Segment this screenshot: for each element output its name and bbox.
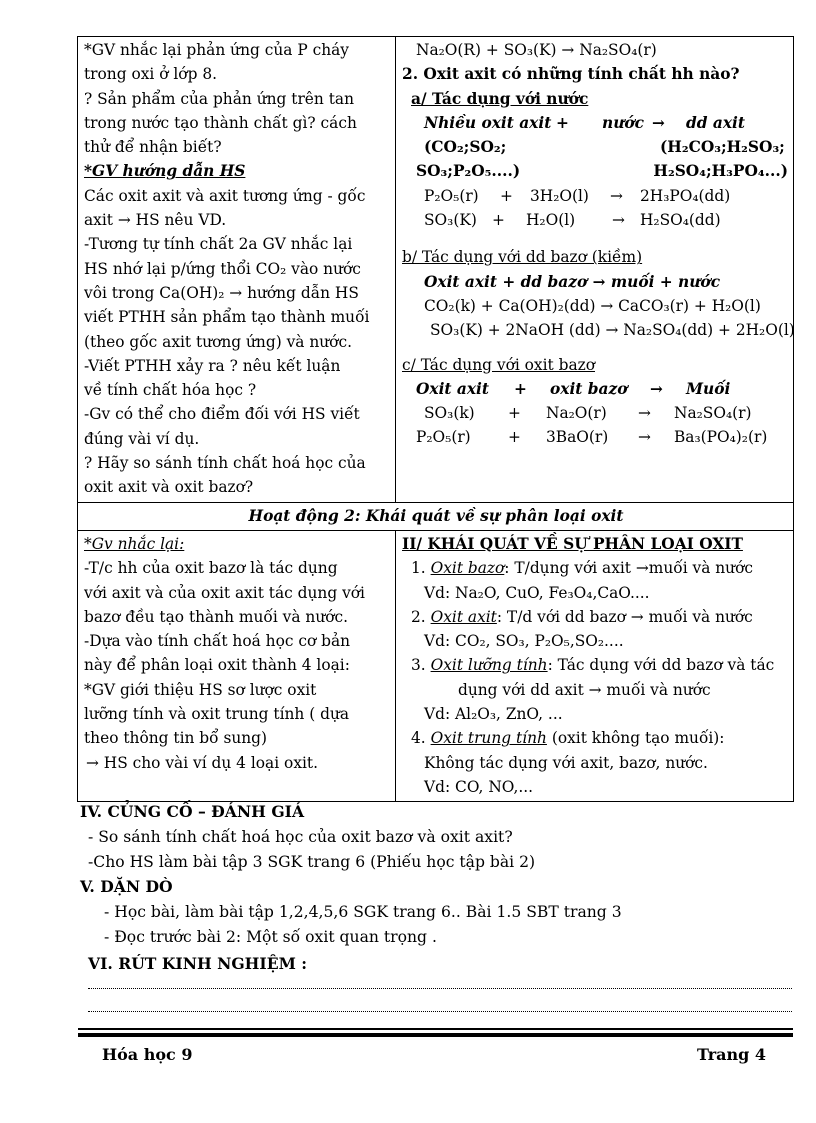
text-line: (theo gốc axit tương ứng) và nước. [84,332,352,351]
text-line: viết PTHH sản phẩm tạo thành muối [84,308,370,327]
example-term: (CO₂;SO₂; [424,138,507,157]
footer-rule [78,1028,793,1030]
equation-term: → [638,428,651,447]
section-iv-line: - So sánh tính chất hoá học của oxit bazơ và oxit axit? [88,828,513,846]
text-line: *GV hướng dẫn HS [84,162,246,181]
equation-term: + [492,211,505,230]
oxide-desc: : T/d với dd bazơ → muối và nước [496,607,753,626]
subheading-b [402,245,788,269]
oxide-name: Oxit trung tính [430,729,547,748]
text-line: vôi trong Ca(OH)₂ → hướng dẫn HS [84,283,359,302]
rule-term: nước [602,113,645,132]
text-line: oxit axit và oxit bazơ? [84,478,254,497]
section-v-title: V. DẶN DÒ [80,877,173,896]
oxide-name: Oxit lưỡng tính [430,656,548,675]
content-cell-2 [396,530,794,801]
text-line: trong oxi ở lớp 8. [84,65,217,84]
rule-term: + [514,379,527,398]
oxide-type-1 [402,556,788,580]
subheading-a-text: a/ Tác dụng với nước [411,89,589,108]
equation-term: 2H₃PO₄(dd) [640,186,731,205]
equation-term: Na₂O(r) [546,404,607,423]
equation-term: SO₃(k) [424,404,475,423]
oxide-desc-cont: Không tác dụng với axit, bazơ, nước. [424,753,708,772]
equation-term: + [508,404,521,423]
spacer [402,232,788,245]
oxide-type-4 [402,726,788,750]
section-v-line: - Học bài, làm bài tập 1,2,4,5,6 SGK trang 6.. Bài 1.5 SBT trang 3 [104,903,622,921]
equation-term: P₂O₅(r) [416,428,471,447]
example-term: SO₃;P₂O₅....) [416,162,521,181]
equation-term: → [638,404,651,423]
oxide-desc: (oxit không tạo muối): [546,729,725,748]
table-row [78,502,794,530]
text-line: với axit và của oxit axit tác dụng với [84,583,365,602]
text-line: axit → HS nêu VD. [84,211,227,230]
examples-line [402,159,788,183]
oxide-desc: : T/dụng với axit →muối và nước [504,559,753,578]
equation-term: + [508,428,521,447]
text-line: -Viết PTHH xảy ra ? nêu kết luận [84,356,341,375]
equation-term: P₂O₅(r) [424,186,479,205]
text-line: về tính chất hóa học ? [84,381,257,400]
section-iv-line: -Cho HS làm bài tập 3 SGK trang 6 (Phiếu học tập bài 2) [88,853,536,871]
example-term: H₂SO₄;H₃PO₄...) [653,162,788,181]
oxide-example: Vd: Na₂O, CuO, Fe₃O₄,CaO.... [424,583,650,602]
text-line: theo thông tin bổ sung) [84,729,268,748]
text-line: này để phân loại oxit thành 4 loại: [84,656,350,675]
equation-term: → [612,211,625,230]
text-line: -Dựa vào tính chất hoá học cơ bản [84,632,351,651]
examples-line [402,135,788,159]
subheading-c-text: c/ Tác dụng với oxit bazơ [402,355,595,374]
section-v-line: - Đọc trước bài 2: Một số oxit quan trọng . [104,928,437,946]
text-line: thử để nhận biết? [84,138,222,157]
text-line: ? Hãy so sánh tính chất hoá học của [84,454,366,473]
text-span: *Gv nhắc lại: [84,534,185,553]
dotted-line [88,988,792,989]
text-line: trong nước tạo thành chất gì? cách [84,113,357,132]
equation-line [402,184,788,208]
text-line: → HS cho vài ví dụ 4 loại oxit. [86,753,318,772]
text-line: *GV giới thiệu HS sơ lược oxit [84,680,317,699]
text-line: Các oxit axit và axit tương ứng - gốc [84,186,366,205]
oxide-example: Vd: CO₂, SO₃, P₂O₅,SO₂.... [424,632,624,651]
text-line: -Tương tự tính chất 2a GV nhắc lại [84,235,353,254]
teacher-activity-cell-2 [78,530,396,801]
text-line: đúng vài ví dụ. [84,429,200,448]
item-number: 2. [411,607,426,626]
equation-line: CO₂(k) + Ca(OH)₂(dd) → CaCO₃(r) + H₂O(l) [424,296,761,315]
rule-term: + [556,113,569,132]
footer-subject: Hóa học 9 [102,1045,193,1064]
oxide-type-3 [402,653,788,677]
text-line: HS nhớ lại p/ứng thổi CO₂ vào nước [84,259,361,278]
equation-term: Na₂SO₄(r) [674,404,752,423]
equation-term: SO₃(K) [424,211,477,230]
equation-term: H₂SO₄(dd) [640,211,721,230]
rule-term: oxit bazơ [550,379,628,398]
rule-term: → [652,113,665,132]
rule-term: Nhiều oxit axit [424,113,552,132]
example-term: (H₂CO₃;H₂SO₃; [660,138,785,157]
teacher-activity-cell-1 [78,37,396,503]
subheading-b-text: b/ Tác dụng với dd bazơ (kiềm) [402,248,643,267]
equation-term: 3H₂O(l) [530,186,589,205]
equation-term: H₂O(l) [526,211,576,230]
equation-term: + [500,186,513,205]
equation-line [402,208,788,232]
content-cell-1 [396,37,794,503]
oxide-type-2 [402,605,788,629]
equation-line [402,401,788,425]
item-number: 3. [411,656,426,675]
equation-line: SO₃(K) + 2NaOH (dd) → Na₂SO₄(dd) + 2H₂O(l) [430,321,795,340]
text-line: -Gv có thể cho điểm đối với HS viết [84,405,360,424]
rule-term: Muối [686,379,731,398]
text-line: bazơ đều tạo thành muối và nước. [84,607,349,626]
text-line: ? Sản phẩm của phản ứng trên tan [84,89,354,108]
table-row [78,37,794,503]
equation-term: 3BaO(r) [546,428,609,447]
rule-line: Oxit axit + dd bazơ → muối + nước [424,272,721,291]
equation-term: → [610,186,623,205]
text-line: *GV nhắc lại phản ứng của P cháy [84,41,349,59]
rule-term: → [650,379,663,398]
spacer [402,343,788,353]
item-number: 4. [411,729,426,748]
rule-term: dd axit [686,113,745,132]
text-line: -T/c hh của oxit bazơ là tác dụng [84,559,338,578]
text-line [84,532,390,556]
equation-line [402,425,788,449]
oxide-name: Oxit axit [430,607,497,626]
oxide-desc: : Tác dụng với dd bazơ và tác [547,656,775,675]
table-row [78,530,794,801]
equation-term: Ba₃(PO₄)₂(r) [674,428,768,447]
subheading-c [402,353,788,377]
item-number: 1. [411,559,426,578]
text-line: lưỡng tính và oxit trung tính ( dựa [84,705,350,724]
section-iv-title: IV. CỦNG CỐ – ĐÁNH GIÁ [80,802,305,821]
dotted-line [88,1011,792,1012]
oxide-name: Oxit bazơ [430,559,505,578]
footer-page-number: Trang 4 [697,1045,767,1064]
rule-line [402,377,788,401]
footer-rule [78,1033,793,1037]
question-heading: 2. Oxit axit có những tính chất hh nào? [402,65,740,84]
oxide-example: Vd: CO, NO,... [424,777,534,796]
oxide-example: Vd: Al₂O₃, ZnO, ... [424,705,563,724]
subheading-a [402,87,788,111]
rule-term: Oxit axit [416,379,490,398]
lesson-table [77,36,794,802]
oxide-desc-cont: dụng với dd axit → muối và nước [458,680,711,699]
activity-2-heading: Hoạt động 2: Khái quát về sự phân loại oxit [78,502,794,530]
equation-line: Na₂O(R) + SO₃(K) → Na₂SO₄(r) [416,41,657,59]
section-vi-title: VI. RÚT KINH NGHIỆM : [88,954,308,973]
rule-line [402,111,788,135]
classification-title: II/ KHÁI QUÁT VỀ SỰ PHÂN LOẠI OXIT [402,534,743,553]
